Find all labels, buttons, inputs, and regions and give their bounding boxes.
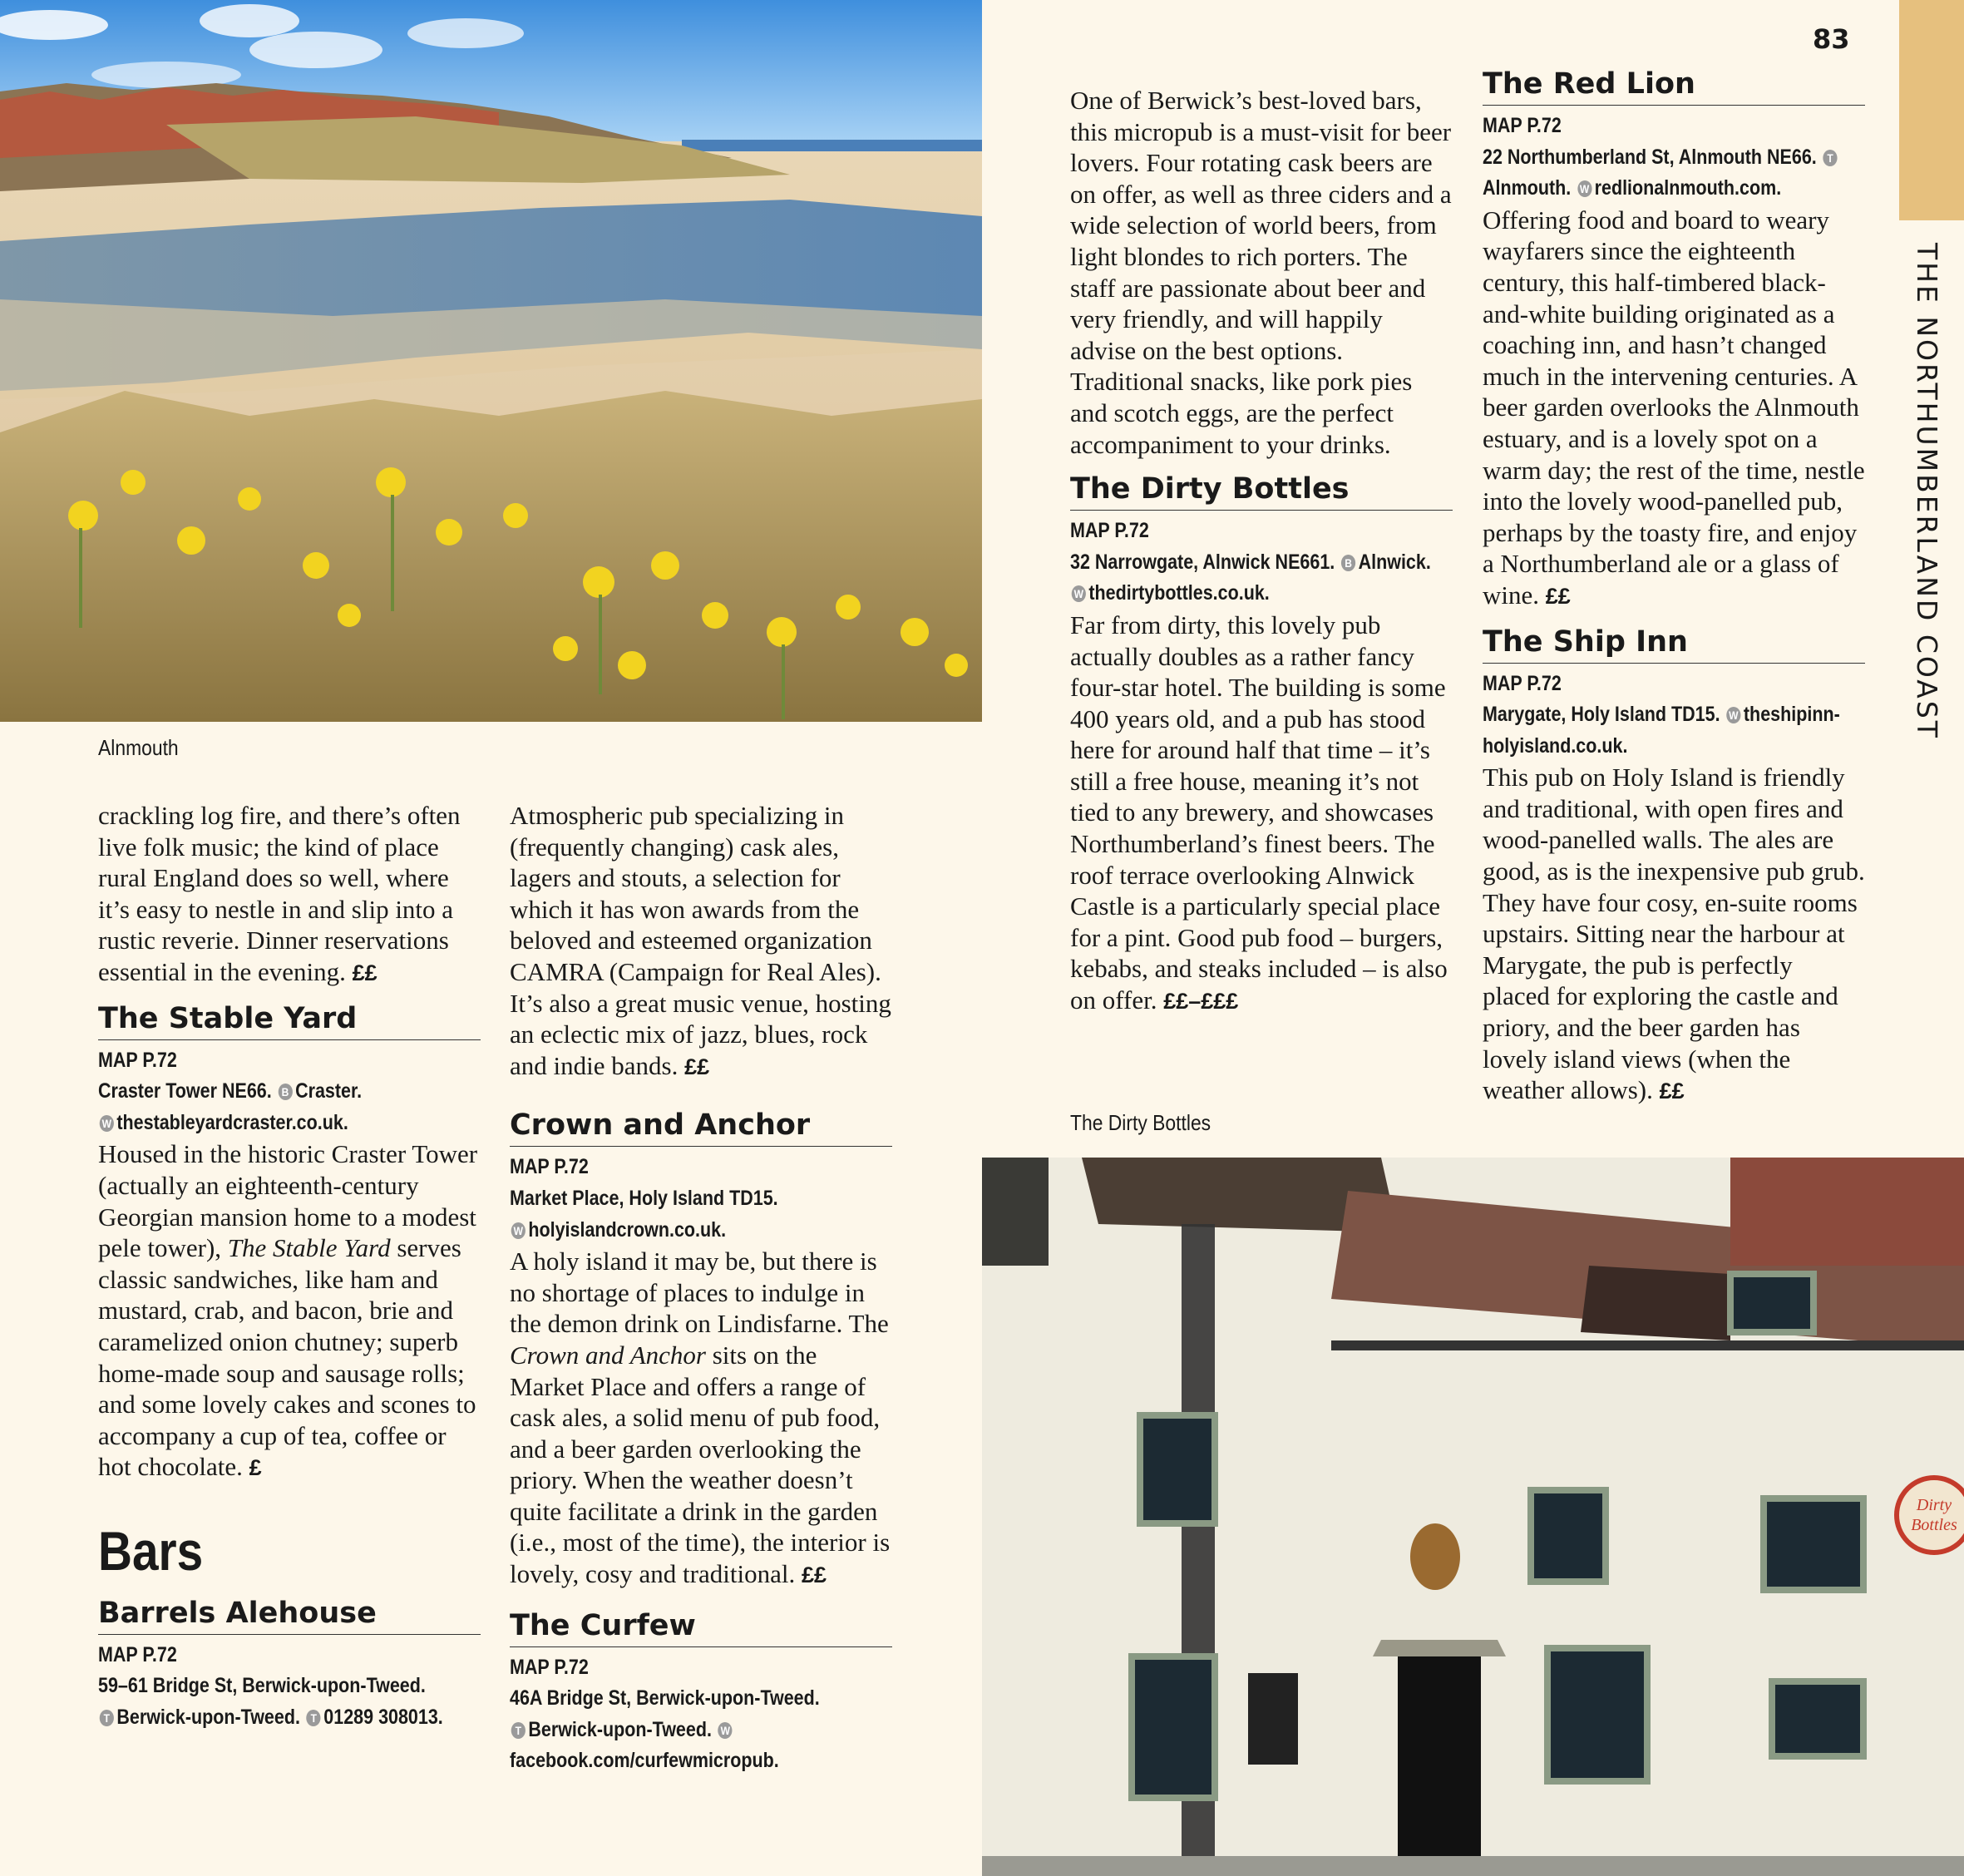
photo-caption-dirty-bottles: The Dirty Bottles bbox=[1070, 1110, 1211, 1135]
website-link[interactable]: W holyislandcrown.co.uk. bbox=[510, 1215, 839, 1247]
address-web[interactable]: Marygate, Holy Island TD15. W theshipinn-holyisland.co.uk. bbox=[1483, 703, 1840, 758]
train-icon: T bbox=[1823, 150, 1837, 166]
page-number: 83 bbox=[1813, 23, 1850, 55]
column-2 bbox=[510, 800, 892, 1777]
phone-icon: T bbox=[307, 1710, 321, 1726]
address: Craster Tower NE66. B Craster. bbox=[98, 1079, 363, 1103]
web-icon: W bbox=[718, 1722, 733, 1739]
map-ref: MAP P.72 bbox=[98, 1048, 177, 1072]
web-icon: W bbox=[1726, 707, 1740, 723]
photo-caption-alnmouth: Alnmouth bbox=[98, 735, 179, 760]
bus-icon: B bbox=[1341, 555, 1355, 571]
transport-web[interactable]: Alnmouth. W redlionalnmouth.com. bbox=[1483, 176, 1782, 200]
venue-name: The Dirty Bottles bbox=[1070, 470, 1453, 511]
venue-name: Crown and Anchor bbox=[510, 1106, 892, 1147]
address: 32 Narrowgate, Alnwick NE661. B Alnwick. bbox=[1070, 550, 1431, 574]
address: 22 Northumberland St, Alnmouth NE66. T bbox=[1483, 142, 1812, 174]
venue-name: The Ship Inn bbox=[1483, 623, 1865, 664]
alnmouth-photo bbox=[0, 0, 982, 722]
bars-heading: Bars bbox=[98, 1519, 204, 1582]
venue-description: Housed in the historic Craster Tower (actually an eighteenth-century Georgian mansion home to a modest pele tower), The Stable Yard serves classic sandwiches, like ham and mustard, crab, and bacon, brie and caramelized onion chutney; superb home-made soup and sausage rolls; and some lovely cakes and scones to accompany a cup of tea, coffee or hot chocolate. £ bbox=[98, 1139, 478, 1482]
venue-description: Far from dirty, this lovely pub actually doubles as a rather fancy four-star hotel. The building is some 400 years old, and a pub has stood here for around half that time – it’s still a free house, meaning it’s not tied to any brewery, and showcases Northumberland’s finest beers. The roof terrace overlooking Alnwick Castle is a particularly special place for a pint. Good pub food – burgers, kebabs, and steaks included – is also on offer. ££–£££ bbox=[1070, 610, 1448, 1015]
web-icon: W bbox=[1072, 585, 1086, 602]
venue-name: The Stable Yard bbox=[98, 1000, 481, 1040]
transport-web[interactable]: T Berwick-upon-Tweed. Wfacebook.com/curfewmicropub. bbox=[510, 1717, 779, 1773]
column-3 bbox=[1070, 85, 1453, 1018]
map-ref: MAP P.72 bbox=[1483, 671, 1562, 695]
intro-text: crackling log fire, and there’s often live folk music; the kind of place rural England does so well, where it’s easy to nestle in and slip into a rustic reverie. Dinner reservations essential in the evening. ££ bbox=[98, 801, 461, 986]
venue-description: Offering food and board to weary wayfarers since the eighteenth century, this half-timbered black-and-white building originated as a coaching inn, and hasn’t changed much in the intervening centuries. A beer garden overlooks the Alnmouth estuary, and is a lovely spot on a warm day; the rest of the time, nestle into the lovely wood-panelled pub, perhaps by the toasty fire, and enjoy a Northumberland ale or a glass of wine. ££ bbox=[1483, 205, 1865, 610]
map-ref: MAP P.72 bbox=[1483, 114, 1562, 137]
intro-text: One of Berwick’s best-loved bars, this micropub is a must-visit for beer lovers. Four rotating cask beers are on offer, as well as three ciders and a wide selection of world beers, from light blondes to rich porters. The staff are passionate about beer and very friendly, and will happily advise on the best options. Traditional snacks, like pork pies and scotch eggs, are the perfect accompaniment to your drinks. bbox=[1070, 86, 1452, 459]
dirty-bottles-sign: Dirty bbox=[1916, 1496, 1952, 1514]
column-4 bbox=[1483, 65, 1865, 1108]
svg-text:Bottles: Bottles bbox=[1911, 1516, 1957, 1534]
map-ref: MAP P.72 bbox=[1070, 519, 1149, 543]
bus-icon: B bbox=[278, 1084, 292, 1100]
dirty-bottles-photo bbox=[982, 1158, 1964, 1876]
section-tab bbox=[1899, 0, 1964, 220]
intro-text: Atmospheric pub specializing in (frequently changing) cask ales, lagers and stouts, a selection for which it has won awards from the beloved and esteemed organization CAMRA (Campaign for Real Ales). It’s also a great music venue, hosting an eclectic mix of jazz, blues, rock and indie bands. ££ bbox=[510, 801, 891, 1080]
venue-description: This pub on Holy Island is friendly and traditional, with open fires and wood-panelled walls. The ales are good, as is the inexpensive pub grub. They have four cosy, en-suite rooms upstairs. Sitting near the harbour at Marygate, the pub is perfectly placed for exploring the castle and priory, and the beer garden has lovely island views (when the weather allows). ££ bbox=[1483, 763, 1865, 1105]
web-icon: W bbox=[511, 1222, 526, 1239]
address: 46A Bridge St, Berwick-upon-Tweed. bbox=[510, 1686, 820, 1711]
transport-phone: T Berwick-upon-Tweed. T 01289 308013. bbox=[98, 1702, 427, 1734]
web-icon: W bbox=[100, 1115, 114, 1132]
web-icon: W bbox=[1577, 180, 1591, 197]
website-link[interactable]: W thestableyardcraster.co.uk. bbox=[98, 1108, 427, 1139]
website-link[interactable]: W thedirtybottles.co.uk. bbox=[1070, 578, 1399, 610]
map-ref: MAP P.72 bbox=[510, 1655, 589, 1679]
train-icon: T bbox=[511, 1722, 526, 1739]
venue-name: Barrels Alehouse bbox=[98, 1594, 481, 1635]
venue-description: A holy island it may be, but there is no shortage of places to indulge in the demon drink on Lindisfarne. The Crown and Anchor sits on the Market Place and offers a range of cask ales, a solid menu of pub food, and a beer garden overlooking the priory. When the weather doesn’t quite facilitate a drink in the garden (i.e., most of the time), the interior is lovely, cosy and traditional. ££ bbox=[510, 1247, 891, 1589]
map-ref: MAP P.72 bbox=[98, 1642, 177, 1666]
map-ref: MAP P.72 bbox=[510, 1155, 589, 1179]
venue-name: The Curfew bbox=[510, 1607, 892, 1647]
address: Market Place, Holy Island TD15. bbox=[510, 1186, 778, 1210]
section-side-title: THE NORTHUMBERLAND COAST bbox=[1911, 243, 1943, 740]
venue-name: The Red Lion bbox=[1483, 65, 1865, 106]
address: 59–61 Bridge St, Berwick-upon-Tweed. bbox=[98, 1674, 426, 1698]
column-1 bbox=[98, 800, 481, 1734]
train-icon: T bbox=[100, 1710, 114, 1726]
